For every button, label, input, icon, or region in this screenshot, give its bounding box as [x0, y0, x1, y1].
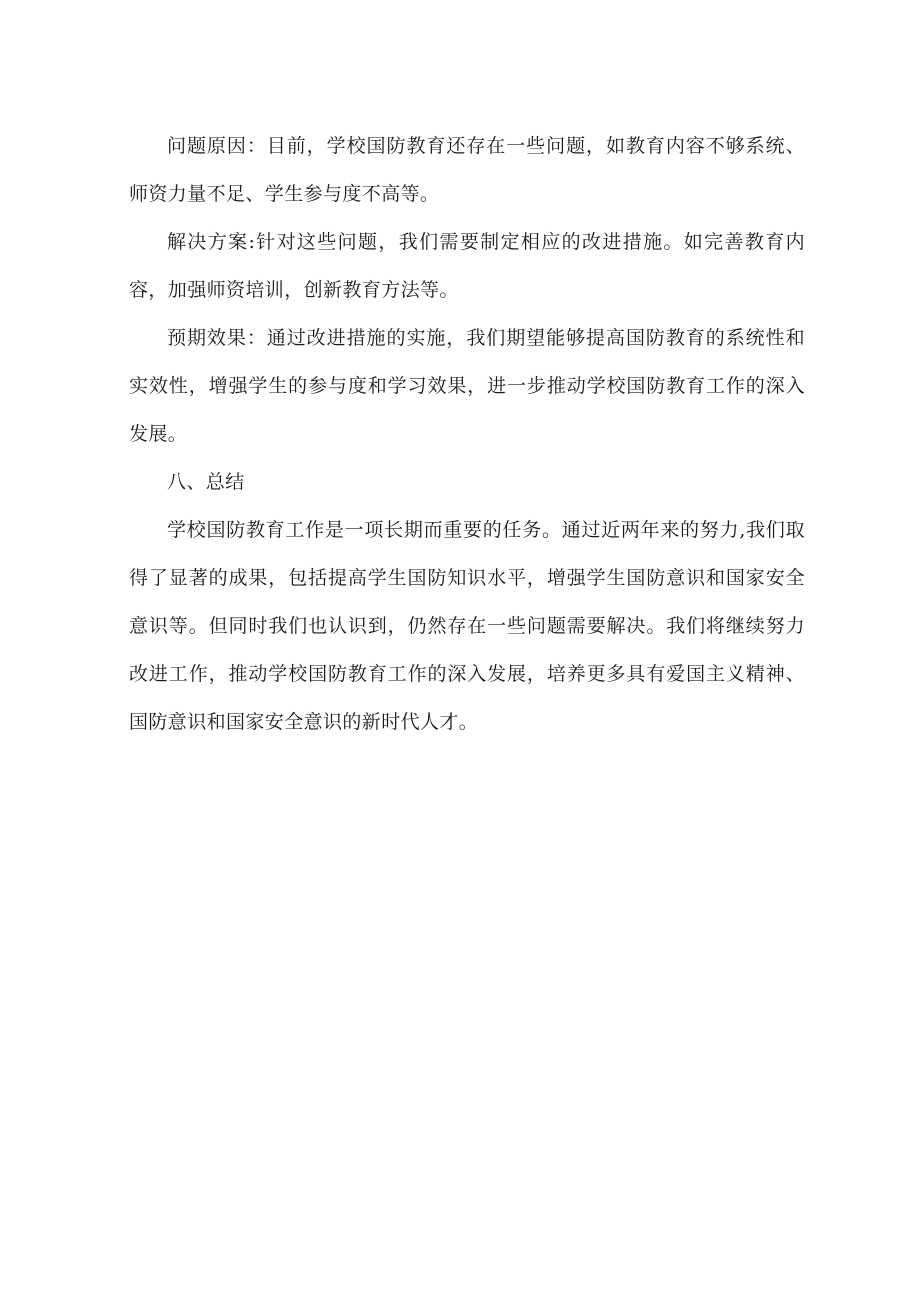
document-body: [129, 122, 805, 746]
paragraph-expected-effect: 预期效果：通过改进措施的实施，我们期望能够提高国防教育的系统性和实效性，增强学生的参与度和学习效果，进一步推动学校国防教育工作的深入发展。: [129, 327, 805, 445]
paragraph-solution: 解决方案:针对这些问题，我们需要制定相应的改进措施。如完善教育内容，加强师资培训，创新教育方法等。: [129, 231, 805, 301]
paragraph-summary: 学校国防教育工作是一项长期而重要的任务。通过近两年来的努力,我们取得了显著的成果，包括提高学生国防知识水平，增强学生国防意识和国家安全意识等。但同时我们也认识到，仍然存在一些问题需要解决。我们将继续努力改进工作，推动学校国防教育工作的深入发展，培养更多具有爱国主义精神、国防意识和国家安全意识的新时代人才。: [129, 519, 805, 733]
paragraph-problem-cause: 问题原因：目前，学校国防教育还存在一些问题，如教育内容不够系统、师资力量不足、学生参与度不高等。: [129, 135, 805, 205]
section-heading-summary: 八、总结: [167, 471, 245, 493]
